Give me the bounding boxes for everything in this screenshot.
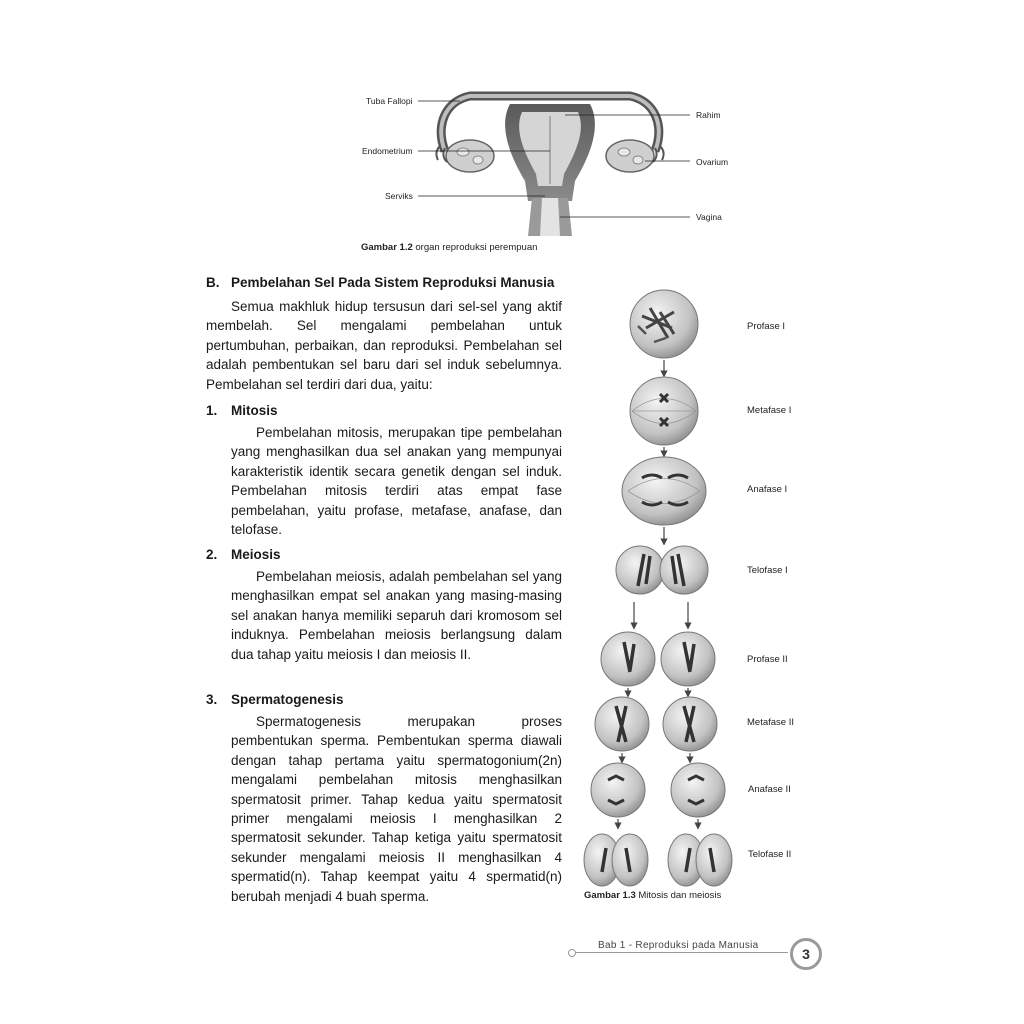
- item-spermatogenesis-heading: [206, 692, 344, 707]
- label-tuba-fallopi: Tuba Fallopi: [366, 96, 413, 106]
- label-profase-1: Profase I: [747, 321, 786, 332]
- figure-1-2-caption: [361, 242, 537, 253]
- label-vagina: Vagina: [696, 212, 722, 222]
- figure-reproductive-organs: [350, 86, 750, 236]
- section-heading: [206, 275, 554, 290]
- caption-1-3-number: Gambar 1.3: [584, 890, 636, 901]
- label-rahim: Rahim: [696, 110, 721, 120]
- intro-paragraph: Semua makhluk hidup tersusun dari sel-sel yang aktif membelah. Sel mengalami pembelahan untuk pertumbuhan, perbaikan, dan reproduksi. Pembelahan sel adalah pembentukan sel baru dari sel induk sebelumnya. Pembelahan sel terdiri dari dua, yaitu:: [206, 299, 562, 392]
- cell-profase-2: [601, 632, 715, 686]
- item-3-title: Spermatogenesis: [231, 692, 344, 707]
- label-telofase-1: Telofase I: [747, 565, 788, 576]
- item-2-number: 2.: [206, 547, 218, 562]
- cell-metafase-2: [595, 697, 717, 751]
- section-letter: B.: [206, 275, 220, 290]
- footer-rule: [570, 952, 788, 953]
- item-meiosis-text: Pembelahan meiosis, adalah pembelahan sel yang menghasilkan empat sel anakan yang masing-masing sel anakan hanya memiliki separuh dari kromosom sel induknya. Pembelahan meiosis berlangsung dalam dua tahap yaitu meiosis I dan meiosis II.: [231, 569, 562, 662]
- cell-division-illustration: [580, 286, 820, 896]
- cell-metafase-1: [630, 377, 698, 445]
- figure-cell-division: [580, 286, 820, 896]
- cell-profase-1: [630, 290, 698, 358]
- cell-anafase-2: [591, 763, 725, 817]
- label-endometrium: Endometrium: [362, 146, 413, 156]
- footer-chapter: Bab 1 - Reproduksi pada Manusia: [598, 940, 759, 951]
- item-3-number: 3.: [206, 692, 218, 707]
- cell-telofase-1: [616, 546, 708, 594]
- label-profase-2: Profase II: [747, 654, 788, 665]
- item-1-title: Mitosis: [231, 403, 278, 418]
- label-ovarium: Ovarium: [696, 157, 729, 167]
- item-mitosis-text: Pembelahan mitosis, merupakan tipe pembelahan yang menghasilkan dua sel anakan yang mempunyai karakteristik identik secara genetik dengan sel induk. Pembelahan mitosis terdiri atas empat fase pembelahan, yaitu profase, metafase, anafase, dan telofase.: [231, 425, 562, 538]
- label-anafase-2: Anafase II: [748, 784, 791, 795]
- footer-rule-dot: [568, 949, 576, 957]
- item-spermatogenesis-text: Spermatogenesis merupakan proses pembentukan sperma. Pembentukan sperma diawali dengan tahap pertama yaitu spermatogonium(2n) mengalami pembelahan mitosis menghasilkan spermatosit primer. Tahap kedua yaitu spermatosit primer mengalami meiosis I menghasilkan 2 spermatosit sekunder. Tahap ketiga yaitu spermatosit sekunder mengalami meiosis II menghasilkan 4 spermatid(n). Tahap keempat yaitu 4 spermatid(n) berubah menjadi 4 buah sperma.: [231, 714, 562, 904]
- cell-telofase-2: [584, 834, 732, 886]
- label-serviks: Serviks: [385, 191, 413, 201]
- item-2-title: Meiosis: [231, 547, 281, 562]
- label-telofase-2: Telofase II: [748, 849, 792, 860]
- label-metafase-2: Metafase II: [747, 717, 794, 728]
- cell-anafase-1: [622, 457, 706, 525]
- section-title: Pembelahan Sel Pada Sistem Reproduksi Manusia: [231, 275, 555, 290]
- item-meiosis-heading: [206, 547, 281, 562]
- figure-1-3-caption: [584, 890, 721, 901]
- label-metafase-1: Metafase I: [747, 405, 792, 416]
- caption-1-2-text: organ reproduksi perempuan: [412, 242, 538, 253]
- page-number: 3: [790, 938, 822, 970]
- reproductive-organs-illustration: [350, 86, 750, 236]
- label-anafase-1: Anafase I: [747, 484, 788, 495]
- item-1-number: 1.: [206, 403, 218, 418]
- caption-1-3-text: Mitosis dan meiosis: [635, 890, 722, 901]
- item-mitosis-heading: [206, 403, 278, 418]
- caption-1-2-number: Gambar 1.2: [361, 242, 413, 253]
